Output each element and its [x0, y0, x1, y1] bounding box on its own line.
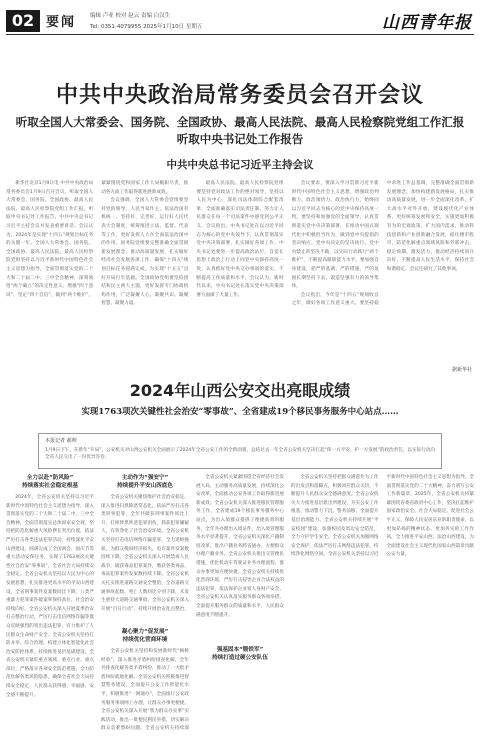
article-body [6, 180, 474, 363]
article-paragraph: 最高人民法院、最高人民检察院党组要坚持党对政法工作的绝对领导，坚持以人民为中心，深化司法体制综合配套改革，全面准确落实司法责任制，努力让人民群众在每一个司法案件中感受到公平正义。会议指出，中央书记处在以习近平同志为核心的党中央领导下，认真贯彻落实党中央决策部署，扎实做好各项工作。中央书记处要进一步提高政治站位，自觉在思想上政治上行动上同党中央保持高度一致，认真抓好党中央交办事项的落实，不断提高工作质量和水平。会议认为，新时代以来，中央书记处在落实党中央决策部署方面做了大量工作。 [196, 181, 284, 298]
lead-box [38, 433, 442, 469]
lead-text: 1月9日下午，在新年“开局”，公安机关对山西公安机关全面展示了2024年全省公安工作的全新面貌，总结过去一年全省公安机关坚决扛起“保一方平安、护一方发展”的政治责任，以实际行动向全省人民交出了一份优异答卷。 [45, 448, 435, 460]
column-heading-line: 全力以赴“防风险” [26, 475, 74, 481]
subheadline-line-2: 听取中央书记处工作报告 [176, 132, 304, 146]
masthead [6, 10, 474, 35]
report-subheadline: 实现1763项次关键性社会治安“零事故”、全省建成19个移民事务服务中心站点…… [81, 407, 399, 417]
editor-credits: 编辑 卢亚 校对 赵云 责编 白汉生 [90, 13, 171, 19]
article-paragraph: 会议强调，全国人大常委会党组要坚持党的领导、人民当家作主、依法治国有机统一，坚持好、完善好、运行好人民代表大会制度，统筹推进立法、监督、代表等工作，更好发挥人大在全面依法治国中的作用。国务院党组要完整准确全面贯彻新发展理念，推动高质量发展，扎实做好经济社会发展各项工作，确保“十四五”规划目标任务圆满完成，为实现“十五五”良好开局打牢基础。全国政协党组要坚持团结和民主两大主题，更好发挥专门协商机构作用，广泛凝聚人心、凝聚共识、凝聚智慧、凝聚力量。 [101, 198, 189, 307]
report-column-4-5 [291, 474, 474, 740]
column-heading-line: 强基固本“锻铁军” [216, 647, 264, 653]
report-column-2b [101, 648, 189, 740]
newspaper-logo: 山西青年报 [382, 13, 472, 33]
report-paragraph: 全省公安机关坚持和发展新时代“枫桥经验”，深入推进矛盾纠纷排查化解，全年共排查化解各类矛盾纠纷，推动了一大批矛盾纠纷就地化解。全省公安机关积极推进智慧警务建设，全面提升公安工作智能化水平，积极推进“一网通办”，全面推行公安政务服务事项网上办理，让群众办事更便捷。全省公安机关深入开展“我为群众办实事”实践活动，推出一批便民利民举措，切实解决群众急难愁盼问题。全省公安机关持续深 [101, 649, 189, 732]
report-column-2 [101, 494, 189, 622]
report-headline: 2024年山西公安交出亮眼成绩 [129, 381, 351, 400]
report-paragraph: 2024年，全省公安机关坚持以习近平新时代中国特色社会主义思想为指导，深入贯彻落实党的二十大和二十届二中、三中全会精神，全面贯彻落实总体国家安全观，坚持把防范化解重大风险摆在突出位置，依法严厉打击各类违法犯罪活动，持续深化平安山西建设，圆满完成了全国两会、国庆节等重大活动安保任务，实现了1763项次关键性社会治安“零事故”，全省社会大局持续安全稳定。全省公安机关坚持以人民为中心的发展思想，扎实推进更高水平的平安山西建设，全省刑事案件发案数同比下降，八类严重暴力犯罪案件破案率保持高位，社会治安持续向好。全省公安机关深入开展夏季治安打击整治行动，严厉打击电信网络诈骗等群众反映强烈的突出违法犯罪，有力维护了人民群众生命财产安全。全省公安机关坚持打防并举、综合治理，构建立体化智能化社会治安防控体系，持续推进基层基础建设。全省公安机关紧盯重点领域、重点行业、重点部位，严格落实各项安全防范措施，全力防范化解各类风险隐患，确保全省社会大局持续安全稳定，人民群众获得感、幸福感、安全感不断提升。 [6, 495, 94, 698]
report-paragraph: 全省公安机关坚持把群众满意作为工作的出发点和落脚点，积极回应群众关切，不断提升人民群众安全感满意度。全省公安机关大力推进基层派出所建设，夯实公安工作根基，推动警力下沉，警务前移，全面提升基层治理能力。全省公安机关持续开展“平安校园”建设，加强校园及周边安全防范，全力守护学生安全。全省公安机关加强网络安全保护，依法严厉打击网络违法犯罪，持续净化网络空间。全省公安机关坚持以习近平新时代中国特色社会主义思想为指导，全面贯彻落实党的二十大精神，奋力谱写公安工作新篇章。2025年，全省公安机关将紧紧围绕省委省政府中心工作，坚决扛起维护国家政治安全、社会大局稳定、促进社会公平正义、保障人民安居乐业的职责使命，以更加昂扬的精神状态、更加务实的工作作风，全力推进平安山西、法治山西建设，为全面建设社会主义现代化国家山西篇章贡献公安力量。 [291, 475, 474, 558]
column-heading-line: 主动作为“强安宁” [121, 475, 169, 481]
reporter-label: 本报记者 郝帅 [45, 438, 77, 444]
column-heading-line: 持续落实社会稳定根基 [22, 483, 78, 489]
report-column-3 [196, 474, 284, 642]
article-paragraph: 新华社北京1月9日电 中共中央政治局常务委员会1月9日召开会议，听取全国人大常委会、国务院、全国政协、最高人民法院、最高人民检察院党组工作汇报，听取中央书记处工作报告。中共中央总书记习近平主持会议并发表重要讲话。会议认为，2024年是实现“十四五”规划目标任务的关键一年。全国人大常委会、国务院、全国政协、最高人民法院、最高人民检察院党组坚持以习近平新时代中国特色社会主义思想为指导，全面贯彻落实党的二十大和二十届二中、三中全会精神，深刻领悟“两个确立”的决定性意义，增强“四个意识”、坚定“四个自信”、做到“两个维护”，紧紧围绕党和国家工作大局履职尽责，推动各方面工作取得新进展新成效。 [6, 181, 189, 298]
subheadline-line-1: 听取全国人大常委会、国务院、全国政协、最高人民法院、最高人民检察院党组工作汇报 [15, 115, 465, 129]
column-heading-line: 持续提升平安山西底色 [117, 483, 173, 489]
column-heading-line: 凝心聚力“促发展” [121, 629, 169, 635]
article-paragraph: 会议要求，要深入学习贯彻习近平新时代中国特色社会主义思想，增强政治判断力、政治领悟力、政治执行力，始终同以习近平同志为核心的党中央保持高度一致。要坚持和加强党的全面领导，认真贯彻落实党中央决策部署，在推动中国式现代化中积极担当作为，做到党中央提倡的坚决响应、党中央决定的坚决执行、党中央禁止的坚决不做，以实际行动践行“两个维护”，不断提高履职能力水平。要加强自身建设，把严的基调、严的措施、严的氛围长期坚持下去，锻造坚强有力的领导集体。 [291, 181, 379, 290]
article-paragraph: 会议指出，今年是“十四五”规划收官之年，做好各项工作意义重大。要坚持稳中求进工作总基调，完整准确全面贯彻新发展理念，加快构建新发展格局，扎实推动高质量发展，进一步全面深化改革，扩大高水平对外开放，建设现代化产业体系，更好统筹发展和安全，实施更加积极有为的宏观政策，扩大国内需求，推动科技创新和产业创新融合发展，稳住楼市股市，防范化解重点领域风险和外部冲击，稳定预期、激发活力，推动经济持续回升向好，不断提高人民生活水平，保持社会和谐稳定。会议还研究了其他事项。 [291, 181, 474, 307]
headline: 中共中央政治局常务委员会召开会议 [55, 83, 424, 108]
column-heading [196, 646, 284, 662]
column-heading-line: 持续打造过硬公安队伍 [212, 655, 268, 661]
column-heading [101, 628, 189, 644]
page-number: 02 [6, 10, 40, 32]
report-paragraph: 全省公安机关聚焦维护社会治安稳定，深入推进扫黑除恶常态化，依法严厉打击各类刑事犯罪，全年共破获刑事案件同比上升，打掉涉黑涉恶犯罪团伙，抓获犯罪嫌疑人，有效净化了社会治安环境。全省公安机关坚持打击电信网络诈骗犯罪，全力追赃挽损，为群众挽回经济损失，电诈案件发案数持续下降。全省公安机关深入开展禁毒人民战争，破获毒品犯罪案件，缴获各类毒品，毒品犯罪案件发案数持续下降。全省公安机关扎实推进道路交通安全整治，全省道路交通事故起数、死亡人数同比分别下降，未发生重特大道路交通事故。全省公安机关深入开展“百日行动”，持续开展治安乱点整治， [101, 495, 189, 612]
police-report-article [6, 378, 474, 742]
section-name: 要闻 [46, 15, 77, 30]
byline: 中共中央总书记习近平主持会议 [166, 159, 314, 171]
column-heading-line: 持续优化营商环境 [122, 637, 168, 643]
column-heading [6, 474, 94, 490]
subheadline [6, 114, 474, 148]
report-column-1 [6, 494, 94, 740]
article-source: 据新华社 [451, 367, 472, 373]
contact-date: Tel: 0351-4079955 2025年1月10日 星期五 [90, 24, 203, 30]
top-article [6, 40, 474, 375]
column-heading [101, 474, 189, 490]
report-paragraph: 全省公安机关紧紧围绕全省经济社会发展大局，主动服务高质量发展，持续深化公安改革，全面推动公安各项工作取得新进展新成效。全省公安机关深入推进移民管理服务工作，全省建成19个移民事务服务中心站点，为出入境群众提供了便捷高效的服务，全年共办理出入境证件，出入境管理服务水平显著提升。全省公安机关深化户籍制度改革，推出户籍业务跨省通办，方便群众办理户籍业务。全省公安机关推出交管便民措施，优化机动车驾驶证业务办理流程，群众办事更加方便快捷。全省公安机关持续优化营商环境，严厉打击侵害企业合法权益的违法犯罪，依法保护企业家人身财产安全。全省公安机关认真落实服务群众各项举措，全面提升服务群众的质量和水平，人民群众满意度不断提升。 [196, 475, 284, 618]
